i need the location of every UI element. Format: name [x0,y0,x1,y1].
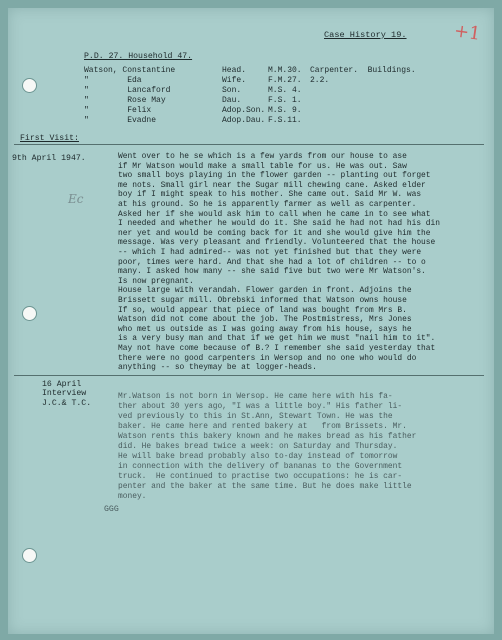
first-visit-line: is a very busy man and that if we get him we must "nail him to it". [118,334,436,344]
household-heading: P.D. 27. Household 47. [84,52,193,61]
household-name-cell: " Evadne [84,116,157,125]
interview-line: baker. He came here and rented bakery at from Brissets. Mr. [118,422,407,431]
interview-line: He will bake bread probably also to-day instead of tomorrow [118,452,398,461]
household-role-cell: Dau. [222,96,242,105]
section-divider [14,375,484,376]
punch-hole [22,306,37,321]
household-name-cell: " Felix [84,106,152,115]
interview-line: in connection with the delivery of bananas to the Government [118,462,403,471]
first-visit-heading: First Visit: [20,134,79,143]
section-divider [14,144,484,145]
household-role-cell: Head. [222,66,247,75]
first-visit-line: anything -- so theymay be at logger-heads. [118,363,317,373]
first-visit-line: Brissett sugar mill. Obrebski informed that Watson owns house [118,296,407,305]
first-visit-line: many. I asked how many -- she said five but two were Mr Watson's. [118,267,426,277]
first-visit-line: Went over to he se which is a few yards from our house to ase [118,152,407,161]
first-visit-line: me nots. Small girl near the Sugar mill chewing cane. Asked elder [118,180,426,190]
first-visit-line: May not have come because of B.? I remember she said yesterday that [118,344,436,353]
interview-initials: J.C.& T.C. [42,399,92,408]
red-annotation-mark: +1 [452,20,482,45]
interview-label: Interview [42,389,87,398]
first-visit-line: poor, times were hard. And that she had a lot of children -- to o [118,257,426,267]
household-status-cell: M.S. 4. [268,86,302,95]
first-visit-line: -- which I had admired-- was not yet finished but that they were [118,248,422,257]
case-history-label: Case History 19. [324,30,407,40]
first-visit-line: If so, would appear that piece of land was bought from Mrs B. [118,305,407,315]
interview-line: truck. He continued to practise two occupations: he is car- [118,472,403,481]
first-visit-line: two small boys playing in the flower garden -- planting out forget [118,171,431,181]
punch-hole [22,78,37,93]
first-visit-line: Is now pregnant. [118,276,194,286]
punch-hole [22,548,37,563]
interview-line: penter and the baker at the same time. But he does make little [118,482,412,491]
first-visit-line: if Mr Watson would make a small table for us. He was out. Saw [118,161,407,171]
household-role-cell: Son. [222,86,242,95]
pencil-note: Ec [68,192,84,206]
footer-marks: GGG [104,505,119,514]
first-visit-line: I needed and whether he would do it. She said he had not had his din [118,219,440,229]
first-visit-line: boy if I might speak to his mother. She came out. Said Mr W. was [118,190,422,200]
household-role-cell: Wife. [222,76,247,85]
interview-line: Mr.Watson is not born in Wersop. He came here with his fa- [118,392,393,401]
household-name-cell: " Eda [84,76,142,85]
first-visit-date: 9th April 1947. [12,154,86,163]
first-visit-line: Watson did not come about the job. The Postmistress, Mrs Jones [118,315,412,325]
interview-line: ther about 30 yers ago, "I was a little boy." His father li- [118,402,403,411]
interview-date: 16 April [42,380,82,389]
household-role-cell: Adop.Dau. [222,116,266,125]
household-status-cell: F.S. 1. [268,96,302,105]
household-status-cell: F.M.27. [268,76,302,85]
interview-line: did. He bakes bread twice a week: on Saturday and Thursday. [118,442,398,451]
interview-line: Watson rents this bakery known and he makes bread as his father [118,432,417,441]
first-visit-line: who met us outside as I was going away from his house, says he [118,324,412,334]
first-visit-line: House large with verandah. Flower garden in front. Adjoins the [118,286,412,296]
interview-line: ved previously to this in St.Ann, Stewart Town. He was the [118,412,393,421]
first-visit-line: Asked her if she would ask him to call when he came in to see what [118,209,431,219]
household-occupation-cell: 2.2. [310,76,330,85]
first-visit-line: message. Was very pleasant and friendly. Volunteered that the house [118,238,436,248]
interview-line: money. [118,492,147,501]
first-visit-line: at his ground. So he is apparently farmer as well as carpenter. [118,200,417,209]
first-visit-line: ner yet and would be coming back for it and she would give him the [118,228,431,238]
household-status-cell: F.S.11. [268,116,302,125]
household-occupation-cell: Carpenter. Buildings. [310,66,416,75]
household-role-cell: Adop.Son. [222,106,266,115]
household-status-cell: M.M.30. [268,66,302,75]
household-name-cell: " Rose May [84,96,166,105]
first-visit-line: there were no good carpenters in Wersop and no one who would do [118,353,417,363]
case-history-page [8,8,494,634]
household-name-cell: Watson, Constantine [84,66,176,75]
household-status-cell: M.S. 9. [268,106,302,115]
household-name-cell: " Lancaford [84,86,171,95]
